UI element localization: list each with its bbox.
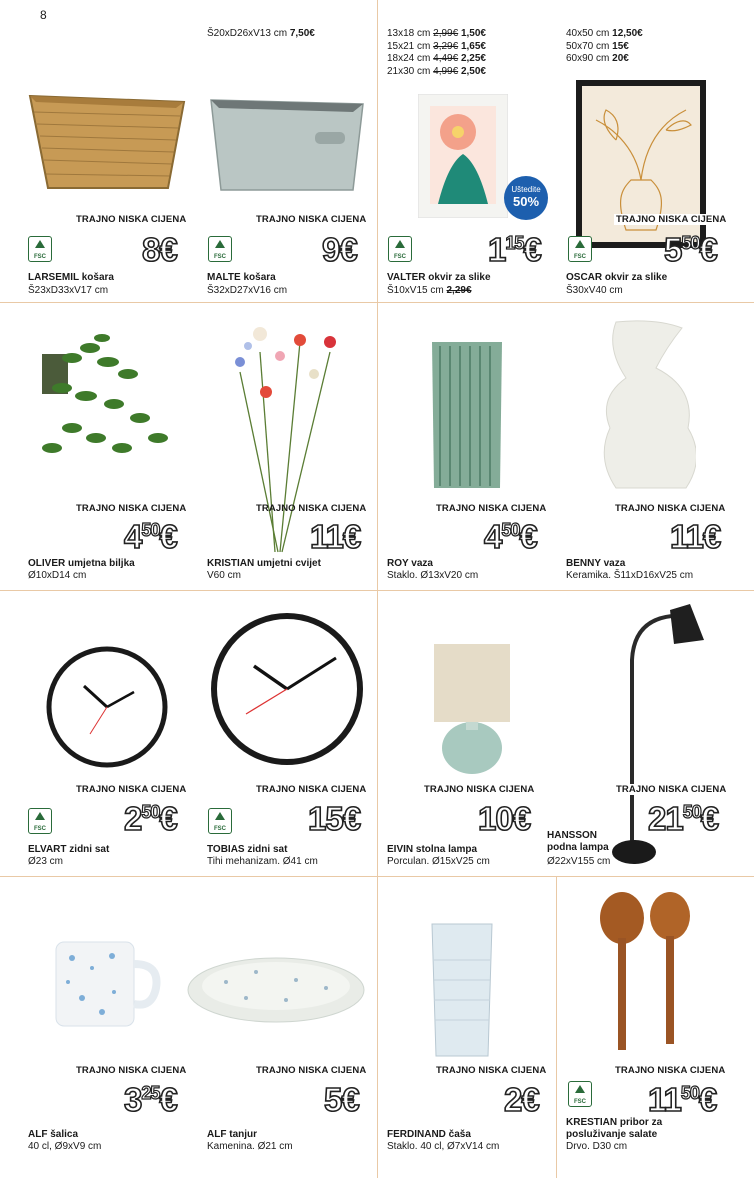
- glass-tumbler-image: [428, 920, 496, 1060]
- product-desc: V60 cm: [207, 570, 241, 581]
- price: $3^{25}€$: [124, 1081, 177, 1118]
- product-title: MALTE košara: [207, 272, 276, 283]
- price-badge: TRAJNO NISKA CIJENA: [615, 503, 726, 514]
- product-title: TOBIAS zidni sat: [207, 844, 288, 855]
- plate-image: [186, 952, 366, 1024]
- product-desc: Kamenina. Ø21 cm: [207, 1141, 293, 1152]
- price: 15€: [308, 800, 361, 837]
- price: $4^{50}€$: [124, 518, 177, 555]
- price-badge: TRAJNO NISKA CIJENA: [76, 1065, 187, 1076]
- price: $4^{50}€$: [484, 518, 537, 555]
- product-desc: Porculan. Ø15xV25 cm: [387, 856, 490, 867]
- wall-clock-small-image: [46, 646, 168, 768]
- mug-image: [52, 938, 162, 1028]
- fsc-icon: FSC: [568, 1081, 592, 1107]
- picture-frame-white-image: [418, 94, 508, 218]
- price: 10€: [478, 800, 531, 837]
- fsc-icon: FSC: [388, 236, 412, 262]
- price-badge: TRAJNO NISKA CIJENA: [76, 784, 187, 795]
- product-desc: Keramika. Š11xD16xV25 cm: [566, 570, 694, 581]
- ceramic-vase-image: [596, 318, 696, 494]
- oscar-size-list: 40x50 cm 12,50€ 50x70 cm 15€ 60x90 cm 20€: [566, 28, 643, 64]
- product-title: OLIVER umjetna biljka: [28, 558, 135, 569]
- fsc-icon: FSC: [28, 236, 52, 262]
- price: 9€: [322, 231, 357, 268]
- price: 11€: [310, 518, 361, 555]
- glass-vase-image: [426, 340, 508, 492]
- table-lamp-image: [432, 644, 512, 774]
- price: 5€: [324, 1081, 359, 1118]
- price: 11€: [670, 518, 721, 555]
- price-badge: TRAJNO NISKA CIJENA: [615, 1065, 726, 1076]
- valter-size-list: 13x18 cm 2,99€ 1,50€ 15x21 cm 3,29€ 1,65€ 18x24 cm 4,49€ 2,25€ 21x30 cm 4,99€ 2,50€: [387, 28, 486, 77]
- price-badge: TRAJNO NISKA CIJENA: [436, 503, 547, 514]
- product-title: HANSSON podna lampa: [547, 830, 609, 853]
- product-desc: Š30xV40 cm: [566, 285, 623, 296]
- basket-wicker-image: [26, 88, 188, 194]
- product-title: KRISTIAN umjetni cvijet: [207, 558, 321, 569]
- product-title: OSCAR okvir za slike: [566, 272, 668, 283]
- product-title: LARSEMIL košara: [28, 272, 114, 283]
- product-title: ALF tanjur: [207, 1129, 258, 1140]
- salad-servers-image: [598, 890, 720, 1054]
- product-desc: Š23xD33xV17 cm: [28, 285, 109, 296]
- product-desc: Š10xV15 cm 2,29€: [387, 285, 472, 296]
- wall-clock-large-image: [210, 612, 364, 766]
- price-badge: TRAJNO NISKA CIJENA: [76, 214, 187, 225]
- price-badge: TRAJNO NISKA CIJENA: [424, 784, 535, 795]
- fsc-icon: FSC: [28, 808, 52, 834]
- product-title: KRESTIAN pribor za posluživanje salate: [566, 1117, 663, 1140]
- product-desc: Ø10xD14 cm: [28, 570, 87, 581]
- divider: [556, 876, 557, 1178]
- product-title: ALF šalica: [28, 1129, 79, 1140]
- fsc-icon: FSC: [568, 236, 592, 262]
- price: $21^{50}€$: [648, 800, 719, 837]
- malte-extra-spec: Š20xD26xV13 cm 7,50€: [207, 28, 315, 39]
- price: 2€: [504, 1081, 539, 1118]
- page-number: 8: [40, 8, 47, 22]
- product-title: VALTER okvir za slike: [387, 272, 491, 283]
- price-badge: TRAJNO NISKA CIJENA: [256, 1065, 367, 1076]
- price-badge: TRAJNO NISKA CIJENA: [256, 503, 367, 514]
- product-desc: Ø23 cm: [28, 856, 64, 867]
- price: $11^{50}€$: [648, 1081, 717, 1118]
- price: $1^{15}€$: [488, 231, 541, 268]
- divider: [377, 0, 378, 1178]
- price-badge: TRAJNO NISKA CIJENA: [616, 784, 727, 795]
- fsc-icon: FSC: [208, 236, 232, 262]
- price-badge: TRAJNO NISKA CIJENA: [256, 784, 367, 795]
- fsc-icon: FSC: [208, 808, 232, 834]
- product-desc: Ø22xV155 cm: [547, 856, 611, 867]
- product-desc: 40 cl, Ø9xV9 cm: [28, 1141, 102, 1152]
- product-desc: Š32xD27xV16 cm: [207, 285, 288, 296]
- artificial-plant-image: [32, 318, 182, 474]
- product-desc: Drvo. D30 cm: [566, 1141, 628, 1152]
- price-badge: TRAJNO NISKA CIJENA: [256, 214, 367, 225]
- product-title: FERDINAND čaša: [387, 1129, 471, 1140]
- price-badge: TRAJNO NISKA CIJENA: [616, 214, 727, 225]
- price: $5^{50}€$: [664, 231, 717, 268]
- product-title: ROY vaza: [387, 558, 433, 569]
- price: 8€: [142, 231, 177, 268]
- product-desc: Staklo. Ø13xV20 cm: [387, 570, 479, 581]
- price: $2^{50}€$: [124, 800, 177, 837]
- product-desc: Tihi mehanizam. Ø41 cm: [207, 856, 318, 867]
- product-desc: Staklo. 40 cl, Ø7xV14 cm: [387, 1141, 500, 1152]
- product-title: ELVART zidni sat: [28, 844, 110, 855]
- product-title: BENNY vaza: [566, 558, 626, 569]
- price-badge: TRAJNO NISKA CIJENA: [436, 1065, 547, 1076]
- savings-badge: Uštedite 50%: [504, 176, 548, 220]
- product-title: EIVIN stolna lampa: [387, 844, 478, 855]
- price-badge: TRAJNO NISKA CIJENA: [76, 503, 187, 514]
- basket-fabric-image: [205, 94, 367, 194]
